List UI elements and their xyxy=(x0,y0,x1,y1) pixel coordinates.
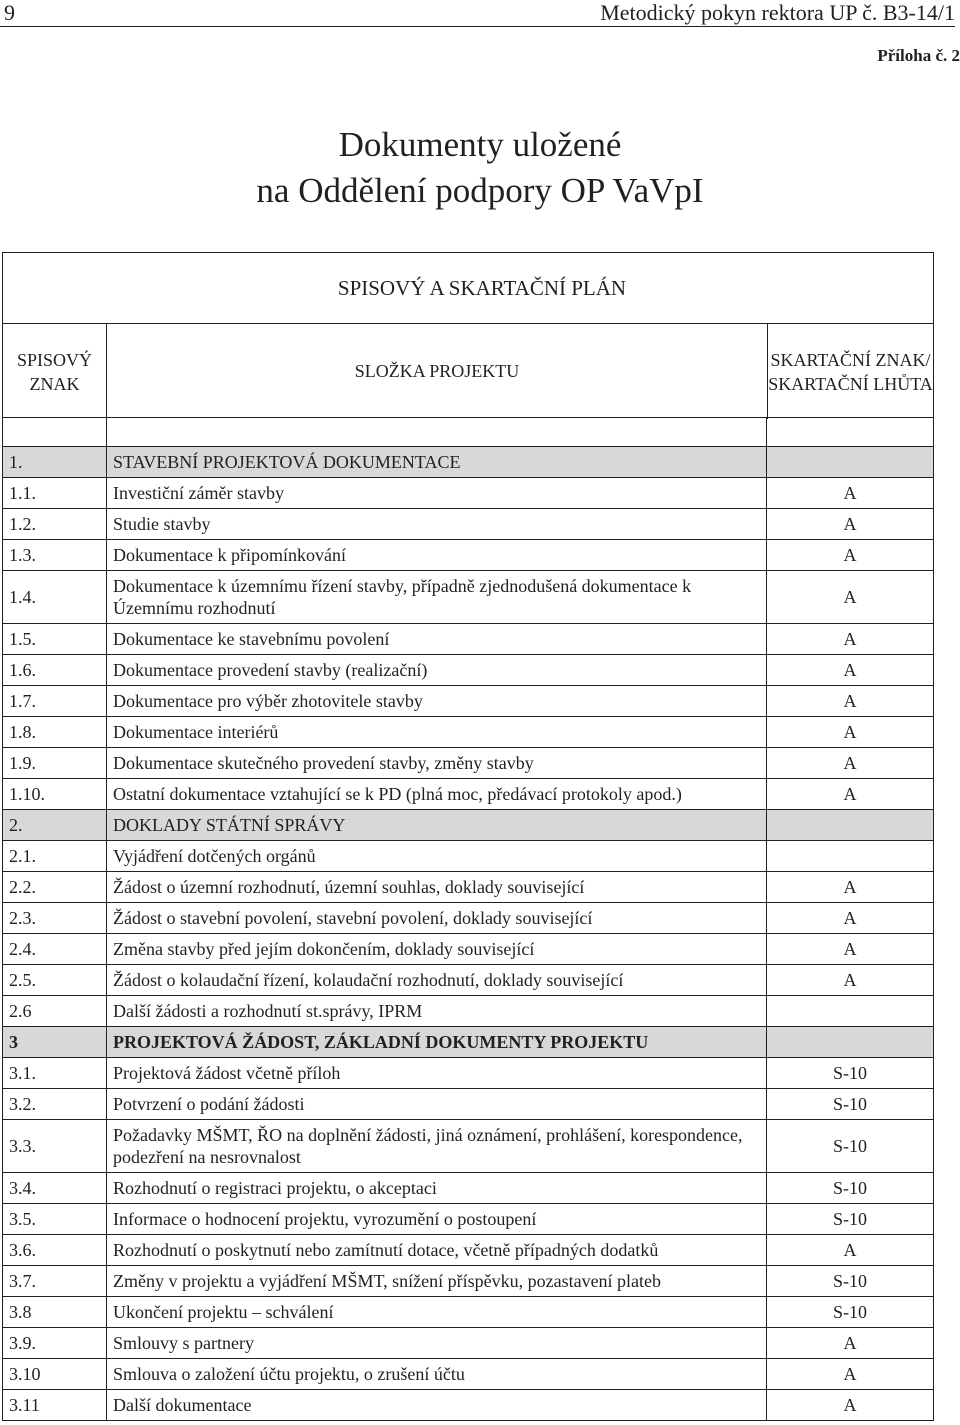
section-row xyxy=(3,810,934,841)
row-name: Ostatní dokumentace vztahující se k PD (plná moc, předávací protokoly apod.) xyxy=(107,779,767,810)
row-mark: A xyxy=(767,624,934,655)
row-mark: A xyxy=(767,1328,934,1359)
row-code: 2.6 xyxy=(3,996,107,1027)
row-name: Rozhodnutí o poskytnutí nebo zamítnutí dotace, včetně případných dodatků xyxy=(107,1235,767,1266)
page-title xyxy=(0,122,960,214)
row-name: Investiční záměr stavby xyxy=(107,478,767,509)
row-name: Vyjádření dotčených orgánů xyxy=(107,841,767,872)
row-mark: A xyxy=(767,872,934,903)
row-name: Žádost o územní rozhodnutí, územní souhlas, doklady související xyxy=(107,872,767,903)
row-mark: A xyxy=(767,717,934,748)
table-row xyxy=(3,996,934,1027)
row-code: 1.8. xyxy=(3,717,107,748)
row-mark: A xyxy=(767,1359,934,1390)
table-row xyxy=(3,509,934,540)
plan-header xyxy=(2,252,934,418)
row-mark xyxy=(767,1027,934,1058)
page-number: 9 xyxy=(4,0,15,25)
row-mark: A xyxy=(767,655,934,686)
row-code: 1.9. xyxy=(3,748,107,779)
row-name: Změna stavby před jejím dokončením, doklady související xyxy=(107,934,767,965)
row-code: 1.2. xyxy=(3,509,107,540)
row-name: Dokumentace k připomínkování xyxy=(107,540,767,571)
row-code: 3.4. xyxy=(3,1173,107,1204)
row-code: 3.3. xyxy=(3,1120,107,1173)
attachment-label: Příloha č. 2 xyxy=(877,46,960,65)
row-name: Potvrzení o podání žádosti xyxy=(107,1089,767,1120)
row-name: Další dokumentace xyxy=(107,1390,767,1421)
row-code: 3.10 xyxy=(3,1359,107,1390)
row-code: 2.4. xyxy=(3,934,107,965)
table-row xyxy=(3,748,934,779)
running-head xyxy=(0,0,955,27)
table-spacer-row xyxy=(3,418,934,447)
section-row xyxy=(3,447,934,478)
row-code: 1.4. xyxy=(3,571,107,624)
column-header-code: SPISOVÝ ZNAK xyxy=(3,324,107,419)
row-code: 1.5. xyxy=(3,624,107,655)
row-name: Projektová žádost včetně příloh xyxy=(107,1058,767,1089)
row-name: Žádost o kolaudační řízení, kolaudační rozhodnutí, doklady související xyxy=(107,965,767,996)
table-row xyxy=(3,1089,934,1120)
row-mark xyxy=(767,841,934,872)
table-row xyxy=(3,478,934,509)
row-mark: A xyxy=(767,540,934,571)
table-row xyxy=(3,1328,934,1359)
table-row xyxy=(3,1235,934,1266)
row-name: Žádost o stavební povolení, stavební povolení, doklady související xyxy=(107,903,767,934)
document-table xyxy=(2,418,934,1421)
row-mark xyxy=(767,447,934,478)
row-mark: A xyxy=(767,748,934,779)
section-row xyxy=(3,1027,934,1058)
row-name: PROJEKTOVÁ ŽÁDOST, ZÁKLADNÍ DOKUMENTY PROJEKTU xyxy=(107,1027,767,1058)
row-code: 2.2. xyxy=(3,872,107,903)
table-row xyxy=(3,717,934,748)
plan-heading: SPISOVÝ A SKARTAČNÍ PLÁN xyxy=(3,253,933,324)
row-name: Informace o hodnocení projektu, vyrozumění o postoupení xyxy=(107,1204,767,1235)
table-row xyxy=(3,872,934,903)
row-code: 1. xyxy=(3,447,107,478)
row-name: STAVEBNÍ PROJEKTOVÁ DOKUMENTACE xyxy=(107,447,767,478)
table-row xyxy=(3,1390,934,1421)
row-mark: S-10 xyxy=(767,1089,934,1120)
row-name: Studie stavby xyxy=(107,509,767,540)
table-row xyxy=(3,1297,934,1328)
row-code: 3.9. xyxy=(3,1328,107,1359)
row-mark: A xyxy=(767,1390,934,1421)
row-mark: S-10 xyxy=(767,1120,934,1173)
row-name: Další žádosti a rozhodnutí st.správy, IPRM xyxy=(107,996,767,1027)
row-name: Dokumentace pro výběr zhotovitele stavby xyxy=(107,686,767,717)
row-mark: A xyxy=(767,934,934,965)
table-row xyxy=(3,903,934,934)
table-row xyxy=(3,1359,934,1390)
row-name: Dokumentace interiérů xyxy=(107,717,767,748)
table-row xyxy=(3,686,934,717)
row-mark xyxy=(767,810,934,841)
row-name: Dokumentace k územnímu řízení stavby, případně zjednodušená dokumentace k Územnímu rozhodnutí xyxy=(107,571,767,624)
table-row xyxy=(3,1204,934,1235)
row-mark: A xyxy=(767,478,934,509)
table-row xyxy=(3,1120,934,1173)
row-code: 2.5. xyxy=(3,965,107,996)
row-name: Změny v projektu a vyjádření MŠMT, snížení příspěvku, pozastavení plateb xyxy=(107,1266,767,1297)
row-mark: S-10 xyxy=(767,1058,934,1089)
document-title-header: Metodický pokyn rektora UP č. B3-14/1 xyxy=(600,0,955,25)
row-code: 3.7. xyxy=(3,1266,107,1297)
row-code: 2.1. xyxy=(3,841,107,872)
row-mark: S-10 xyxy=(767,1204,934,1235)
row-mark: A xyxy=(767,1235,934,1266)
row-mark: S-10 xyxy=(767,1266,934,1297)
table-row xyxy=(3,1058,934,1089)
row-name: Smlouva o založení účtu projektu, o zrušení účtu xyxy=(107,1359,767,1390)
row-code: 3.6. xyxy=(3,1235,107,1266)
row-code: 3.5. xyxy=(3,1204,107,1235)
table-row xyxy=(3,1173,934,1204)
table-row xyxy=(3,655,934,686)
column-header-folder: SLOŽKA PROJEKTU xyxy=(107,324,768,419)
table-row xyxy=(3,934,934,965)
row-mark: A xyxy=(767,509,934,540)
row-code: 3 xyxy=(3,1027,107,1058)
table-row xyxy=(3,624,934,655)
row-code: 3.2. xyxy=(3,1089,107,1120)
row-code: 2. xyxy=(3,810,107,841)
row-code: 1.1. xyxy=(3,478,107,509)
table-row xyxy=(3,571,934,624)
row-mark: S-10 xyxy=(767,1297,934,1328)
row-code: 2.3. xyxy=(3,903,107,934)
plan-columns xyxy=(3,324,933,419)
row-mark: A xyxy=(767,571,934,624)
table-row xyxy=(3,1266,934,1297)
column-header-mark: SKARTAČNÍ ZNAK/ SKARTAČNÍ LHŮTA xyxy=(768,349,933,394)
row-mark xyxy=(767,996,934,1027)
row-mark: A xyxy=(767,686,934,717)
table-row xyxy=(3,965,934,996)
row-code: 1.6. xyxy=(3,655,107,686)
row-code: 3.8 xyxy=(3,1297,107,1328)
row-mark: S-10 xyxy=(767,1173,934,1204)
row-name: Požadavky MŠMT, ŘO na doplnění žádosti, jiná oznámení, prohlášení, korespondence, podezření na nesrovnalost xyxy=(107,1120,767,1173)
row-name: Dokumentace provedení stavby (realizační) xyxy=(107,655,767,686)
row-mark: A xyxy=(767,903,934,934)
title-line-1: Dokumenty uložené xyxy=(338,125,622,164)
row-code: 1.10. xyxy=(3,779,107,810)
title-line-2: na Oddělení podpory OP VaVpI xyxy=(256,171,704,210)
row-code: 3.1. xyxy=(3,1058,107,1089)
row-mark: A xyxy=(767,965,934,996)
row-name: Dokumentace ke stavebnímu povolení xyxy=(107,624,767,655)
row-name: Smlouvy s partnery xyxy=(107,1328,767,1359)
row-name: Rozhodnutí o registraci projektu, o akceptaci xyxy=(107,1173,767,1204)
row-code: 1.3. xyxy=(3,540,107,571)
row-mark: A xyxy=(767,779,934,810)
table-row xyxy=(3,841,934,872)
table-row xyxy=(3,779,934,810)
row-name: DOKLADY STÁTNÍ SPRÁVY xyxy=(107,810,767,841)
row-code: 1.7. xyxy=(3,686,107,717)
row-name: Ukončení projektu – schválení xyxy=(107,1297,767,1328)
table-row xyxy=(3,540,934,571)
row-name: Dokumentace skutečného provedení stavby, změny stavby xyxy=(107,748,767,779)
row-code: 3.11 xyxy=(3,1390,107,1421)
